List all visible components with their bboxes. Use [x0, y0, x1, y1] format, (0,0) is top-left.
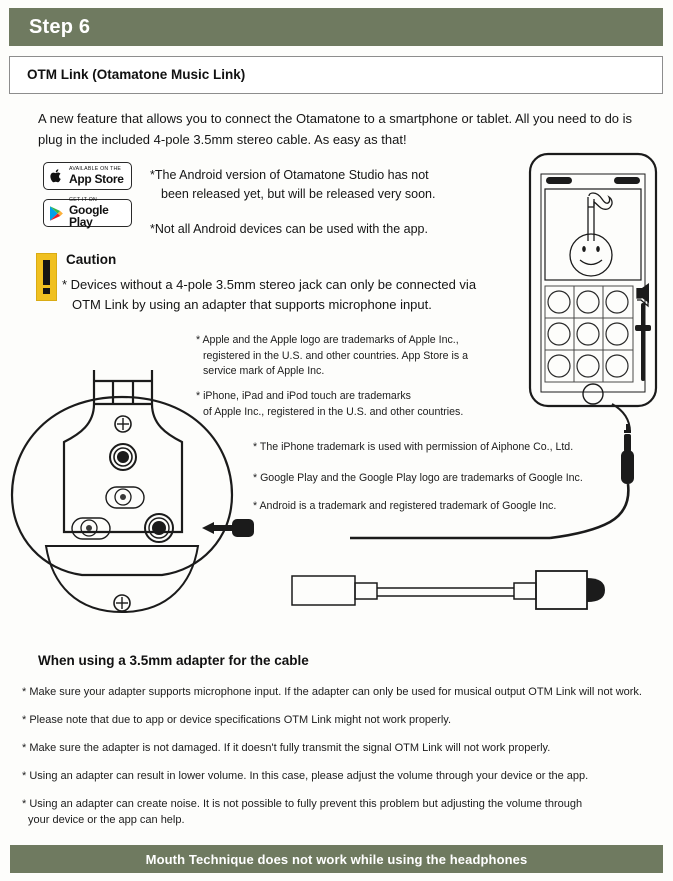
screw-icon-bottom [114, 595, 130, 611]
footer-band [10, 845, 663, 873]
home-button [583, 384, 603, 404]
trademark-note-apple [196, 333, 506, 380]
volume-slider[interactable] [635, 303, 651, 381]
control-oval-1 [106, 487, 144, 508]
screw-icon-top [115, 416, 131, 432]
adapter-cable-illustration [292, 571, 605, 609]
google-play-badge-maintext: Google Play [69, 203, 109, 230]
tm-iphone-l1: * iPhone, iPad and iPod touch are trademarks [196, 390, 411, 402]
speaker-icon [637, 283, 649, 306]
intro-paragraph: A new feature that allows you to connect the Otamatone to a smartphone or tablet. All you need to do is plug in the included 4-pole 3.5mm stereo cable. As easy as that! [38, 111, 633, 147]
list-item [22, 768, 650, 784]
phone-button-grid [545, 286, 633, 382]
bullet-1-line1: * Please note that due to app or device specifications OTM Link might not work properly. [22, 714, 452, 726]
android-note-1 [150, 166, 460, 204]
list-item [22, 684, 650, 700]
app-store-badge[interactable] [43, 162, 132, 190]
exclamation-dot [43, 288, 50, 294]
trademark-note-googleplay: * Google Play and the Google Play logo are trademarks of Google Inc. [253, 472, 583, 484]
section-subtitle-box [9, 56, 663, 94]
warning-exclamation-icon [36, 253, 57, 301]
caution-body [62, 275, 502, 315]
bullet-4-line1: * Using an adapter can create noise. It is not possible to fully prevent this problem but adjusting the volume through [22, 798, 583, 810]
android-note-2: *Not all Android devices can be used with the app. [150, 222, 428, 236]
section-subtitle-text: OTM Link (Otamatone Music Link) [27, 67, 246, 82]
adapter-bullet-list [22, 684, 650, 840]
trademark-note-iphone [196, 389, 516, 420]
caution-line2: OTM Link by using an adapter that supports microphone input. [72, 297, 432, 312]
apple-logo-icon [48, 168, 65, 184]
adapter-tip [587, 578, 605, 602]
google-play-badge-toptext: GET IT ON [69, 196, 97, 203]
tm-apple-l1: * Apple and the Apple logo are trademarks of Apple Inc., [196, 334, 459, 346]
google-play-triangle-icon [48, 205, 65, 222]
insert-arrow-icon [202, 519, 254, 537]
bullet-0-line1: * Make sure your adapter supports microphone input. If the adapter can only be used for musical output OTM Link will not work. [22, 686, 642, 698]
list-item [22, 740, 650, 756]
list-item [22, 712, 650, 728]
tm-iphone-l2: of Apple Inc., registered in the U.S. and other countries. [203, 405, 464, 418]
app-store-badge-toptext: AVAILABLE ON THE [69, 165, 122, 172]
footer-text: Mouth Technique does not work while using the headphones [145, 851, 528, 867]
cable-jack-port [145, 514, 173, 542]
list-item [22, 796, 650, 828]
caution-title: Caution [66, 252, 117, 267]
trademark-note-android: * Android is a trademark and registered trademark of Google Inc. [253, 500, 557, 512]
phone-top-bar-right [614, 177, 640, 184]
google-play-badge[interactable] [43, 196, 132, 230]
store-badges [43, 162, 132, 236]
otamatone-character-icon [570, 193, 612, 276]
step-title: Step 6 [29, 16, 91, 38]
exclamation-bar [43, 260, 50, 285]
bullet-4-line2: your device or the app can help. [28, 814, 185, 826]
app-store-badge-maintext: App Store [69, 172, 124, 187]
tm-apple-l3: service mark of Apple Inc. [203, 365, 325, 377]
caution-line1: * Devices without a 4-pole 3.5mm stereo jack can only be connected via [62, 277, 477, 292]
adapter-section-title: When using a 3.5mm adapter for the cable [38, 653, 309, 668]
bullet-2-line1: * Make sure the adapter is not damaged. If it doesn't fully transmit the signal OTM Link will not work properly. [22, 742, 551, 754]
tm-apple-l2: registered in the U.S. and other countries. App Store is a [203, 349, 468, 362]
android-note-1-line2: been released yet, but will be released very soon. [161, 187, 436, 201]
step-header-band [9, 8, 663, 46]
control-oval-2 [72, 518, 110, 539]
phone-top-bar-left [546, 177, 572, 184]
bullet-3-line1: * Using an adapter can result in lower volume. In this case, please adjust the volume through your device or the app. [22, 770, 589, 782]
trademark-note-aiphone: * The iPhone trademark is used with permission of Aiphone Co., Ltd. [253, 441, 574, 453]
android-note-1-line1: *The Android version of Otamatone Studio has not [150, 168, 429, 182]
3-5mm-plug-icon [621, 424, 634, 484]
smartphone-illustration [530, 154, 656, 406]
headphone-jack-port [110, 444, 136, 470]
